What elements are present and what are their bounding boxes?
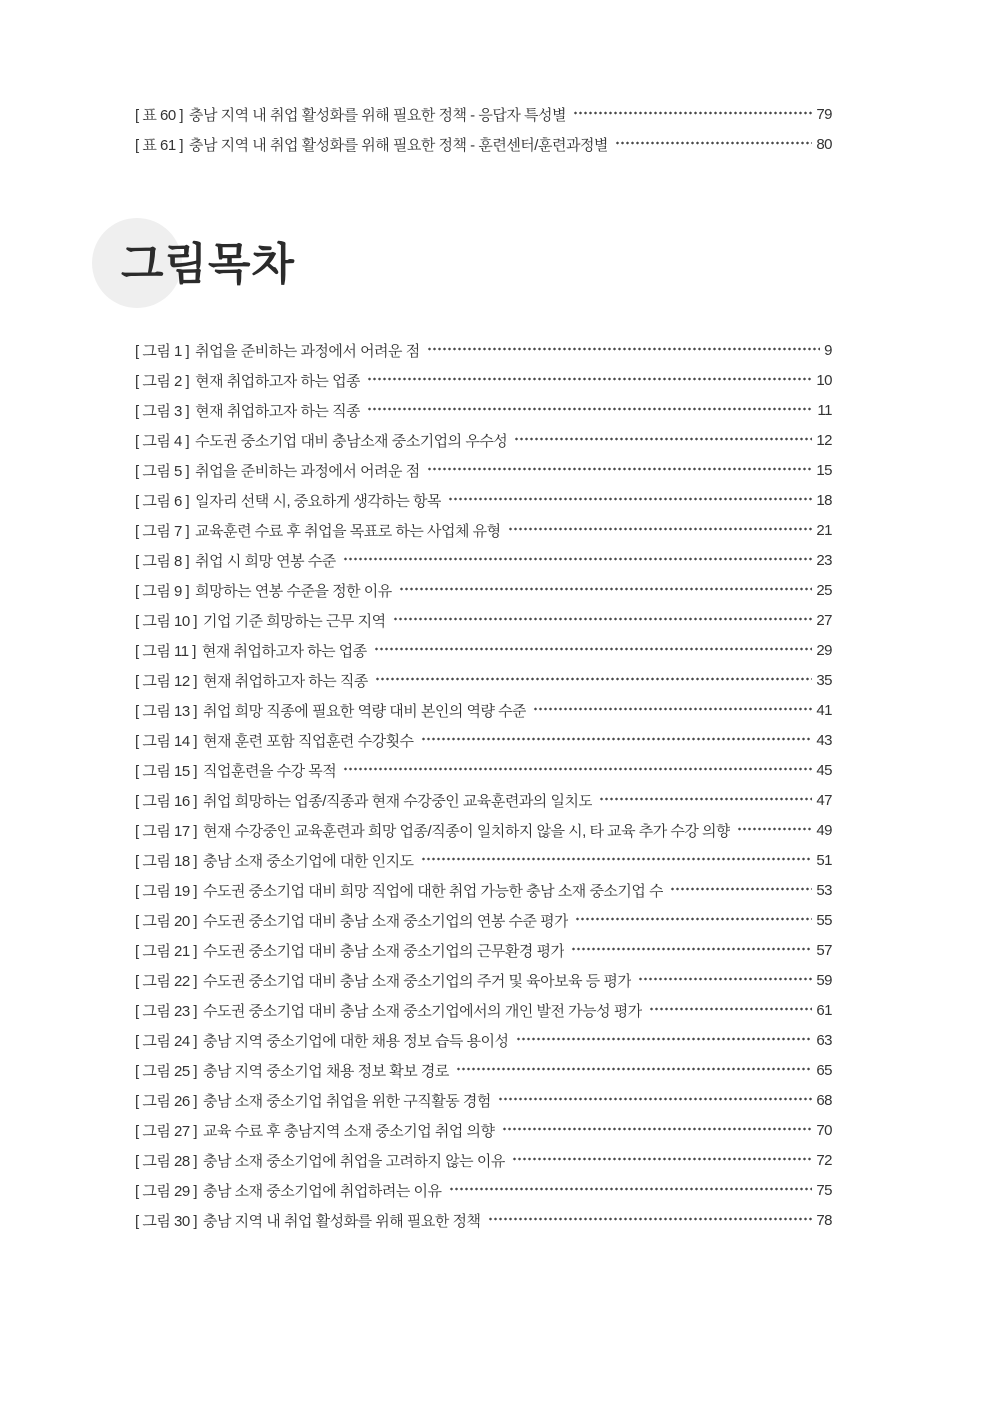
figure-toc-list [135,335,832,1235]
toc-entry [135,935,832,965]
dot-leader [638,977,812,981]
toc-entry [135,1055,832,1085]
toc-entry-page: 10 [816,371,832,389]
toc-entry-page: 25 [816,581,832,599]
toc-entry-label: [ 그림 25 ] [135,1062,198,1080]
toc-entry-page: 59 [816,971,832,989]
dot-leader [343,557,813,561]
toc-entry-page: 65 [816,1061,832,1079]
toc-entry-page: 55 [816,911,832,929]
toc-entry-page: 70 [816,1121,832,1139]
toc-entry [135,1115,832,1145]
toc-entry-title: 기업 기준 희망하는 근무 지역 [203,612,386,630]
toc-entry-title: 충남 지역 내 취업 활성화를 위해 필요한 정책 - 훈련센터/훈련과정별 [189,136,608,154]
toc-entry-label: [ 그림 15 ] [135,762,198,780]
toc-entry-title: 현재 훈련 포함 직업훈련 수강횟수 [203,732,414,750]
toc-entry-title: 취업을 준비하는 과정에서 어려운 점 [195,342,420,360]
toc-entry-page: 80 [816,135,832,153]
toc-entry [135,395,832,425]
toc-entry-label: [ 그림 24 ] [135,1032,198,1050]
toc-entry [135,129,832,159]
toc-entry [135,455,832,485]
toc-entry-label: [ 표 60 ] [135,106,184,124]
toc-entry-label: [ 그림 19 ] [135,882,198,900]
dot-leader [599,797,812,801]
toc-entry-title: 현재 수강중인 교육훈련과 희망 업종/직종이 일치하지 않을 시, 타 교육 추가 수강 의향 [203,822,731,840]
toc-entry [135,365,832,395]
dot-leader [508,527,813,531]
toc-entry-title: 직업훈련을 수강 목적 [203,762,337,780]
toc-entry-label: [ 그림 12 ] [135,672,198,690]
toc-entry [135,1175,832,1205]
toc-entry [135,1205,832,1235]
toc-entry-label: [ 그림 6 ] [135,492,190,510]
dot-leader [375,677,812,681]
toc-entry [135,1145,832,1175]
dot-leader [456,1067,812,1071]
toc-entry [135,575,832,605]
page-title: 그림목차 [121,240,296,289]
toc-entry-title: 충남 지역 내 취업 활성화를 위해 필요한 정책 - 응답자 특성별 [189,106,566,124]
dot-leader [737,827,812,831]
toc-entry-page: 63 [816,1031,832,1049]
toc-entry-label: [ 그림 20 ] [135,912,198,930]
dot-leader [512,1157,812,1161]
toc-entry-label: [ 그림 9 ] [135,582,190,600]
toc-entry [135,335,832,365]
toc-entry-page: 29 [816,641,832,659]
toc-entry-page: 12 [816,431,832,449]
toc-entry-label: [ 그림 22 ] [135,972,198,990]
dot-leader [514,437,812,441]
dot-leader [427,467,813,471]
toc-entry-title: 취업 희망 직종에 필요한 역량 대비 본인의 역량 수준 [203,702,527,720]
toc-entry-title: 충남 소재 중소기업에 취업을 고려하지 않는 이유 [203,1152,505,1170]
toc-entry-page: 79 [816,105,832,123]
toc-entry-page: 45 [816,761,832,779]
toc-entry [135,425,832,455]
toc-entry-label: [ 그림 29 ] [135,1182,198,1200]
toc-entry-page: 18 [816,491,832,509]
toc-entry-label: [ 그림 30 ] [135,1212,198,1230]
toc-entry-label: [ 그림 18 ] [135,852,198,870]
toc-entry-label: [ 그림 26 ] [135,1092,198,1110]
toc-entry-title: 취업을 준비하는 과정에서 어려운 점 [195,462,420,480]
dot-leader [374,647,813,651]
toc-entry-label: [ 그림 2 ] [135,372,190,390]
toc-entry-label: [ 그림 21 ] [135,942,198,960]
toc-entry-page: 35 [816,671,832,689]
toc-entry-title: 현재 취업하고자 하는 업종 [201,642,367,660]
toc-entry-label: [ 그림 7 ] [135,522,190,540]
toc-entry-title: 수도권 중소기업 대비 희망 직업에 대한 취업 가능한 충남 소재 중소기업 수 [203,882,664,900]
toc-entry-page: 49 [816,821,832,839]
toc-entry-title: 일자리 선택 시, 중요하게 생각하는 항목 [195,492,442,510]
toc-entry-title: 수도권 중소기업 대비 충남 소재 중소기업의 근무환경 평가 [203,942,565,960]
toc-entry-label: [ 그림 10 ] [135,612,198,630]
dot-leader [367,377,812,381]
toc-entry-label: [ 그림 5 ] [135,462,190,480]
toc-entry-title: 충남 지역 중소기업에 대한 채용 정보 습득 용이성 [203,1032,509,1050]
toc-entry-page: 11 [817,401,832,419]
dot-leader [393,617,813,621]
dot-leader [502,1127,813,1131]
toc-entry [135,545,832,575]
dot-leader [427,347,820,351]
dot-leader [575,917,812,921]
toc-entry-page: 61 [816,1001,832,1019]
toc-entry-page: 78 [816,1211,832,1229]
toc-entry-label: [ 표 61 ] [135,136,184,154]
toc-entry-page: 68 [816,1091,832,1109]
toc-entry [135,965,832,995]
table-toc-list [135,99,832,159]
toc-entry-title: 취업 희망하는 업종/직종과 현재 수강중인 교육훈련과의 일치도 [203,792,593,810]
dot-leader [670,887,812,891]
toc-entry [135,905,832,935]
toc-entry [135,785,832,815]
toc-entry-page: 75 [816,1181,832,1199]
dot-leader [421,857,813,861]
toc-entry-label: [ 그림 23 ] [135,1002,198,1020]
toc-entry-page: 47 [816,791,832,809]
dot-leader [615,141,812,145]
toc-entry-page: 57 [816,941,832,959]
toc-entry-title: 교육 수료 후 충남지역 소재 중소기업 취업 의향 [203,1122,495,1140]
toc-entry-title: 교육훈련 수료 후 취업을 목표로 하는 사업체 유형 [195,522,501,540]
toc-entry [135,1085,832,1115]
toc-entry-page: 72 [816,1151,832,1169]
toc-entry-title: 현재 취업하고자 하는 직종 [195,402,361,420]
toc-entry [135,875,832,905]
toc-entry [135,99,832,129]
toc-entry [135,815,832,845]
toc-entry-title: 수도권 중소기업 대비 충남 소재 중소기업에서의 개인 발전 가능성 평가 [203,1002,642,1020]
toc-entry-title: 희망하는 연봉 수준을 정한 이유 [195,582,392,600]
toc-entry-label: [ 그림 11 ] [135,642,196,660]
dot-leader [448,497,812,501]
toc-entry [135,665,832,695]
toc-entry-label: [ 그림 4 ] [135,432,190,450]
dot-leader [488,1217,813,1221]
toc-entry-title: 충남 지역 중소기업 채용 정보 확보 경로 [203,1062,449,1080]
toc-entry-label: [ 그림 17 ] [135,822,198,840]
dot-leader [399,587,813,591]
toc-entry-label: [ 그림 8 ] [135,552,190,570]
toc-entry-label: [ 그림 27 ] [135,1122,198,1140]
toc-entry-title: 수도권 중소기업 대비 충남 소재 중소기업의 연봉 수준 평가 [203,912,569,930]
toc-entry-page: 9 [824,341,832,359]
toc-entry-page: 43 [816,731,832,749]
toc-entry-label: [ 그림 13 ] [135,702,198,720]
toc-entry [135,995,832,1025]
dot-leader [516,1037,813,1041]
toc-entry-title: 충남 소재 중소기업에 취업하려는 이유 [203,1182,442,1200]
dot-leader [533,707,812,711]
toc-entry-title: 충남 소재 중소기업에 대한 인지도 [203,852,414,870]
toc-entry-title: 충남 소재 중소기업 취업을 위한 구직활동 경험 [203,1092,491,1110]
toc-entry-page: 21 [816,521,832,539]
toc-entry-label: [ 그림 14 ] [135,732,198,750]
toc-entry [135,695,832,725]
toc-entry-title: 현재 취업하고자 하는 직종 [203,672,368,690]
toc-entry [135,485,832,515]
dot-leader [367,407,813,411]
toc-entry [135,515,832,545]
toc-entry-page: 15 [816,461,832,479]
dot-leader [573,111,812,115]
toc-entry-label: [ 그림 3 ] [135,402,190,420]
toc-entry-label: [ 그림 28 ] [135,1152,198,1170]
toc-entry-page: 53 [816,881,832,899]
toc-entry [135,1025,832,1055]
toc-entry-label: [ 그림 16 ] [135,792,198,810]
toc-entry [135,725,832,755]
toc-entry [135,845,832,875]
dot-leader [571,947,812,951]
dot-leader [421,737,813,741]
toc-entry [135,635,832,665]
toc-entry-page: 51 [816,851,832,869]
toc-entry-title: 수도권 중소기업 대비 충남소재 중소기업의 우수성 [195,432,508,450]
dot-leader [498,1097,812,1101]
toc-entry-page: 41 [816,701,832,719]
toc-entry-page: 23 [816,551,832,569]
toc-entry [135,605,832,635]
toc-entry-page: 27 [816,611,832,629]
toc-entry-title: 현재 취업하고자 하는 업종 [195,372,361,390]
dot-leader [449,1187,813,1191]
dot-leader [343,767,812,771]
dot-leader [649,1007,813,1011]
toc-entry-title: 충남 지역 내 취업 활성화를 위해 필요한 정책 [203,1212,481,1230]
toc-entry [135,755,832,785]
toc-entry-label: [ 그림 1 ] [135,342,190,360]
toc-entry-title: 취업 시 희망 연봉 수준 [195,552,336,570]
toc-entry-title: 수도권 중소기업 대비 충남 소재 중소기업의 주거 및 육아보육 등 평가 [203,972,632,990]
